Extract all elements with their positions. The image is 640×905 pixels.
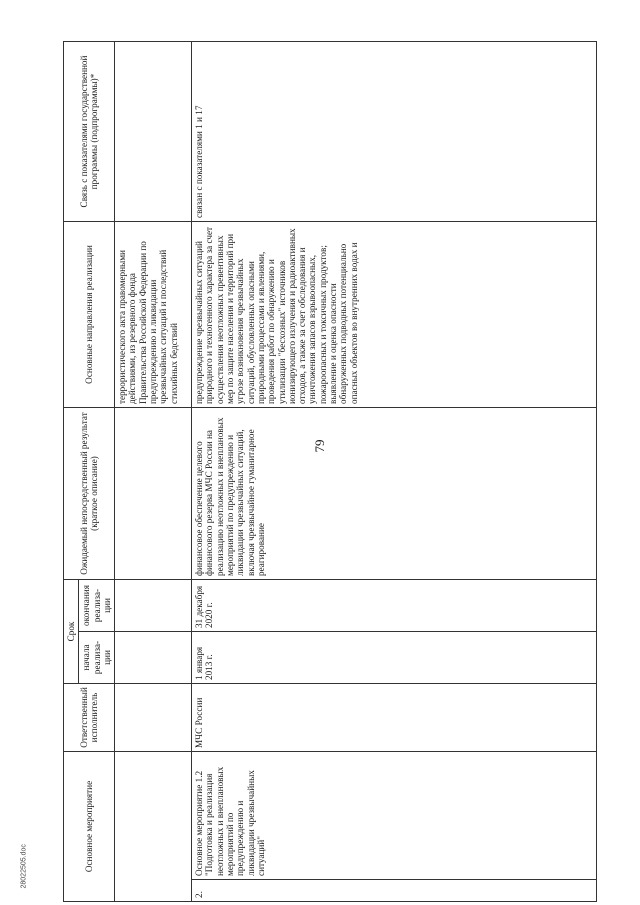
row-result: финансовое обеспечение целевого финансового резерва МЧС России на реализацию неотложных и внеплановых мероприятий по предупреждению и ликвидации чрезвычайных ситуаций, включая чрезвычайное гуманитарное реагирование — [192, 408, 597, 580]
row-start: 1 января 2013 г. — [192, 632, 597, 684]
rotated-page — [63, 42, 623, 902]
footer-doc-code: 28022505.doc — [20, 844, 28, 889]
table-row-continuation — [115, 42, 192, 902]
row-link: связан с показателями 1 и 17 — [192, 42, 597, 222]
header-start: начала реализа-ции — [79, 632, 115, 684]
header-link: Связь с показателями государственной программы (подпрограммы)* — [64, 42, 115, 222]
header-event: Основное мероприятие — [64, 752, 115, 902]
row-executor: МЧС России — [192, 684, 597, 752]
program-table — [63, 41, 597, 902]
row-event: Основное мероприятие 1.2 "Подготовка и реализация неотложных и внеплановых мероприятий по предупреждению и ликвидации чрезвычайных ситуаций" — [192, 752, 597, 880]
row-number: 2. — [192, 880, 597, 902]
header-end: окончания реализа-ции — [79, 580, 115, 632]
header-directions: Основные направления реализации — [64, 222, 115, 408]
page-number: 79 — [312, 439, 327, 453]
table-header-row — [64, 42, 79, 902]
header-executor: Ответственный исполнитель — [64, 684, 115, 752]
row-end: 31 декабря 2020 г. — [192, 580, 597, 632]
table-row — [192, 42, 597, 902]
row-directions: предупреждение чрезвычайных ситуаций природного и техногенного характера за счет осуществления неотложных превентивных мер по защите населения и территорий при угрозе возникновения чрезвычайных ситуаций, обусловленных опасными природными процессами и явлениями, проведения работ по обнаружению и утилизации "бесхозных" источников ионизирующего излучения и радиоактивных отходов, а также за счет обследования и уничтожения запасов взрывоопасных, пожароопасных и токсичных продуктов; выявление и оценка опасности обнаруженных подводных потенциально опасных объектов во внутренних водах и — [192, 222, 597, 408]
header-term: Срок — [64, 580, 79, 684]
header-result: Ожидаемый непосредственный результат (краткое описание) — [64, 408, 115, 580]
continuation-directions: террористического акта правомерными действиями, из резервного фонда Правительства Российской Федерации по предупреждению и ликвидации чрезвычайных ситуаций и последствий стихийных бедствий — [115, 222, 192, 408]
